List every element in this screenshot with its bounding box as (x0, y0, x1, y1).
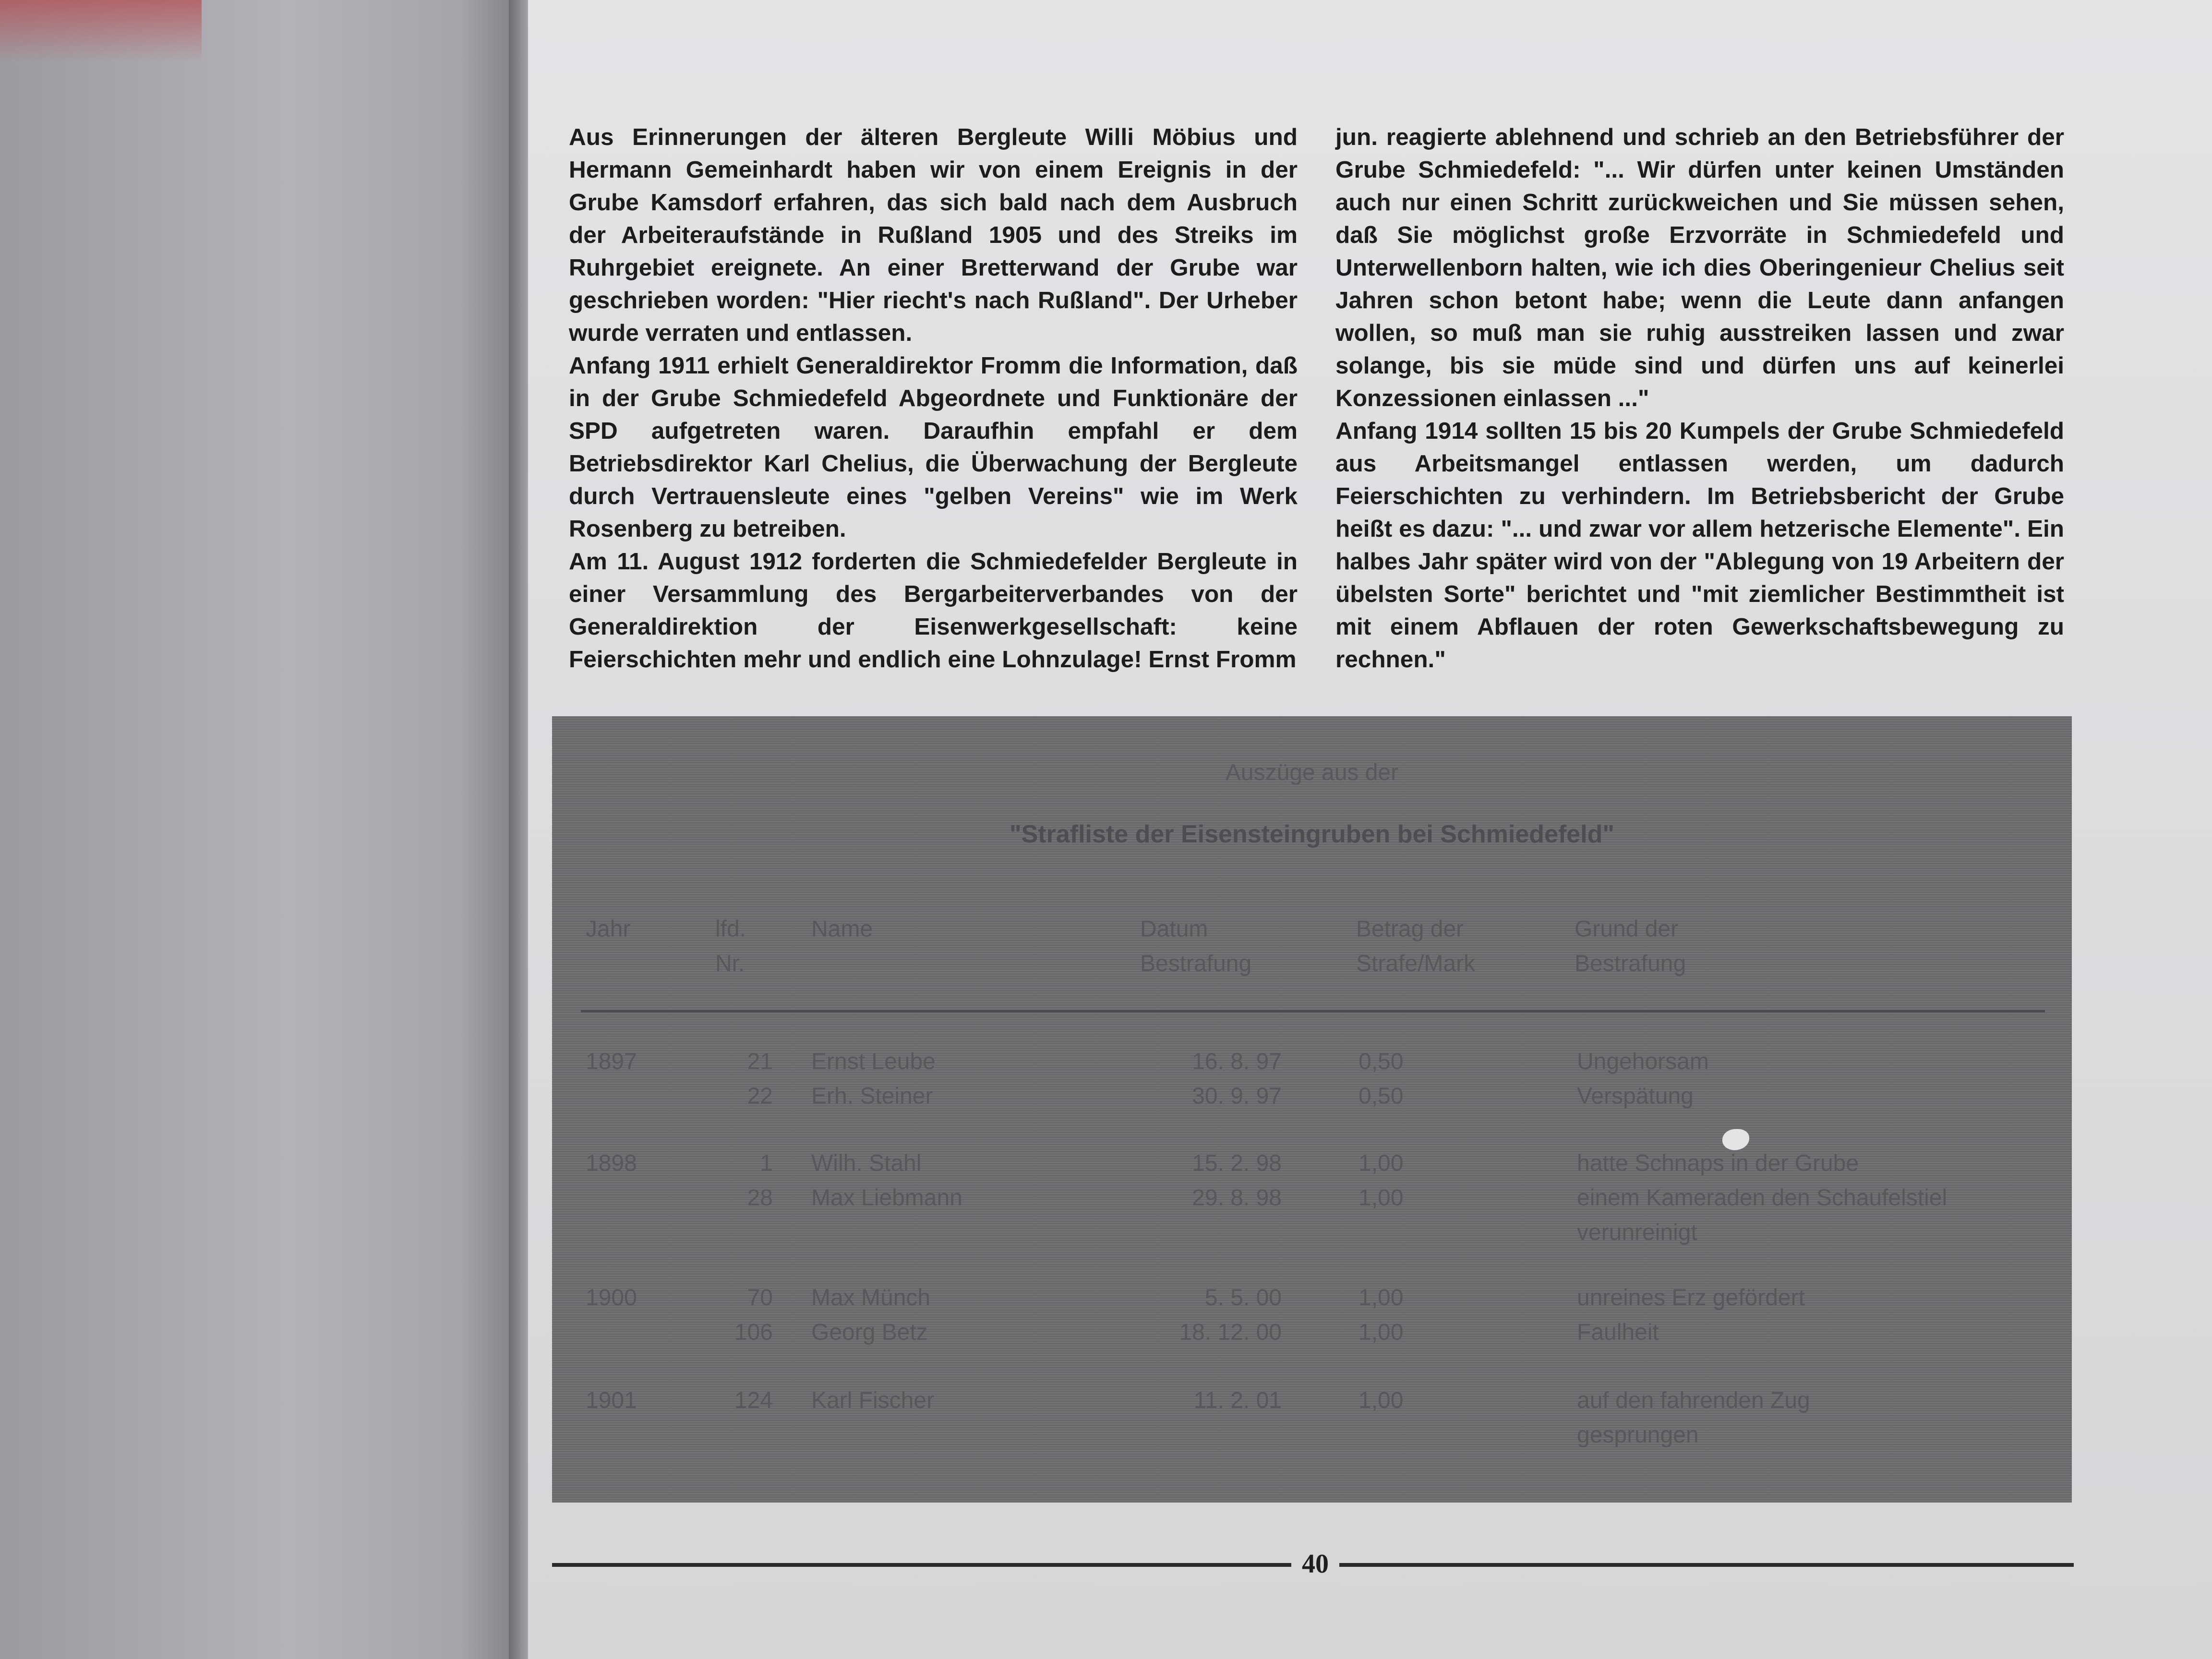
cell-name: Max Münch (811, 1285, 931, 1310)
cell-grund: Ungehorsam (1577, 1049, 1709, 1074)
table-subtitle: Auszüge aus der (1225, 760, 1399, 785)
cell-grund: Verspätung (1577, 1083, 1694, 1109)
cell-betrag: 0,50 (1358, 1049, 1404, 1074)
cell-lfd: 124 (734, 1388, 773, 1413)
cell-datum: 29. 8. 98 (1192, 1185, 1282, 1211)
cell-grund: Faulheit (1577, 1320, 1659, 1345)
cell-name: Ernst Leube (811, 1049, 936, 1074)
cell-betrag: 1,00 (1358, 1320, 1404, 1345)
header-betrag: Betrag der Strafe/Mark (1356, 916, 1476, 976)
cell-name: Wilh. Stahl (811, 1151, 922, 1176)
cell-name: Max Liebmann (811, 1185, 962, 1211)
paragraph: Aus Erinnerungen der älteren Bergleute Willi Möbius und Hermann Gemeinhardt haben wir von einem Ereignis in der Grube Kamsdorf erfahren, das sich bald nach dem Ausbruch der Arbeiteraufstände in Rußland 1905 und des Streiks im Ruhrgebiet ereignete. An einer Bretterwand der Grube war geschrieben worden: "Hier riecht's nach Rußland". Der Urheber wurde verraten und entlassen. (569, 124, 1298, 346)
cell-grund: auf den fahrenden Zug gesprungen (1577, 1388, 1810, 1448)
cell-lfd: 22 (747, 1083, 773, 1109)
header-name: Name (811, 916, 873, 942)
cell-lfd: 21 (747, 1049, 773, 1074)
text-column-right (1335, 121, 2064, 676)
cell-jahr: 1897 (586, 1049, 637, 1074)
paragraph: Anfang 1911 erhielt Generaldirektor Fromm die Information, daß in der Grube Schmiedefeld Abgeordnete und Funktionäre der SPD aufgetreten waren. Daraufhin empfahl er dem Betriebsdirektor Karl Chelius, die Überwachung der Bergleute durch Vertrauensleute eines "gelben Vereins" wie im Werk Rosenberg zu betreiben. (569, 352, 1298, 542)
cell-datum: 11. 2. 01 (1193, 1388, 1282, 1413)
paragraph: Am 11. August 1912 forderten die Schmiedefelder Bergleute in einer Versammlung des Bergarbeiterverbandes von der Generaldirektion der Eisenwerkgesellschaft: keine Feierschichten mehr und endlich eine Lohnzulage! Ernst Fromm (569, 548, 1298, 673)
cell-datum: 18. 12. 00 (1179, 1320, 1282, 1345)
cell-datum: 16. 8. 97 (1192, 1049, 1282, 1074)
penalty-list-box (552, 716, 2072, 1503)
cell-name: Erh. Steiner (811, 1083, 933, 1109)
cell-lfd: 106 (734, 1320, 773, 1345)
paragraph: jun. reagierte ablehnend und schrieb an den Betriebsführer der Grube Schmiedefeld: "... Wir dürfen unter keinen Umständen auch nur einen Schritt zurückweichen und Sie müssen sehen, daß Sie möglichst große Erzvorräte in Schmiedefeld und Unterwellenborn halten, wie ich dies Oberingenieur Chelius seit Jahren schon betont habe; wenn die Leute dann anfangen wollen, so muß man sie ruhig ausstreiken lassen und zwar solange, bis sie müde sind und dürfen uns auf keinerlei Konzessionen einlassen ..." (1335, 124, 2064, 411)
text-column-left (569, 121, 1298, 676)
cell-jahr: 1901 (586, 1388, 637, 1413)
cell-datum: 15. 2. 98 (1192, 1151, 1282, 1176)
paragraph: Anfang 1914 sollten 15 bis 20 Kumpels der Grube Schmiedefeld aus Arbeitsmangel entlassen werden, um dadurch Feierschichten zu verhindern. Im Betriebsbericht der Grube heißt es dazu: "... und zwar vor allem hetzerische Elemente". Ein halbes Jahr später wird von der "Ablegung von 19 Arbeitern der übelsten Sorte" berichtet und "mit ziemlicher Bestimmtheit ist mit einem Abflauen der roten Gewerkschaftsbewegung zu rechnen." (1335, 418, 2064, 673)
page-edge-stain (0, 0, 202, 62)
cell-betrag: 1,00 (1358, 1151, 1404, 1176)
cell-lfd: 70 (747, 1285, 773, 1310)
cell-grund: hatte Schnaps in der Grube (1577, 1151, 1859, 1176)
cell-name: Georg Betz (811, 1320, 928, 1345)
cell-betrag: 0,50 (1358, 1083, 1404, 1109)
page-number: 40 (1302, 1549, 1329, 1579)
header-jahr: Jahr (586, 916, 631, 942)
cell-datum: 30. 9. 97 (1192, 1083, 1282, 1109)
cell-lfd: 1 (760, 1151, 773, 1176)
header-lfd: lfd. Nr. (715, 916, 746, 976)
table-divider (581, 1010, 2045, 1012)
footer-rule-right (1339, 1563, 2074, 1567)
cell-lfd: 28 (747, 1185, 773, 1211)
cell-datum: 5. 5. 00 (1204, 1285, 1282, 1310)
footer-rule-left (552, 1563, 1291, 1567)
cell-jahr: 1898 (586, 1151, 637, 1176)
header-datum: Datum Bestrafung (1140, 916, 1252, 976)
header-grund: Grund der Bestrafung (1575, 916, 1686, 976)
cell-grund: unreines Erz gefördert (1577, 1285, 1805, 1310)
cell-name: Karl Fischer (811, 1388, 935, 1413)
cell-betrag: 1,00 (1358, 1185, 1404, 1211)
cell-betrag: 1,00 (1358, 1285, 1404, 1310)
table-title: "Strafliste der Eisensteingruben bei Schmiedefeld" (1009, 820, 1615, 848)
left-page (0, 0, 523, 1659)
cell-grund: einem Kameraden den Schaufelstiel verunreinigt (1577, 1185, 1948, 1245)
cell-jahr: 1900 (586, 1285, 637, 1310)
cell-betrag: 1,00 (1358, 1388, 1404, 1413)
